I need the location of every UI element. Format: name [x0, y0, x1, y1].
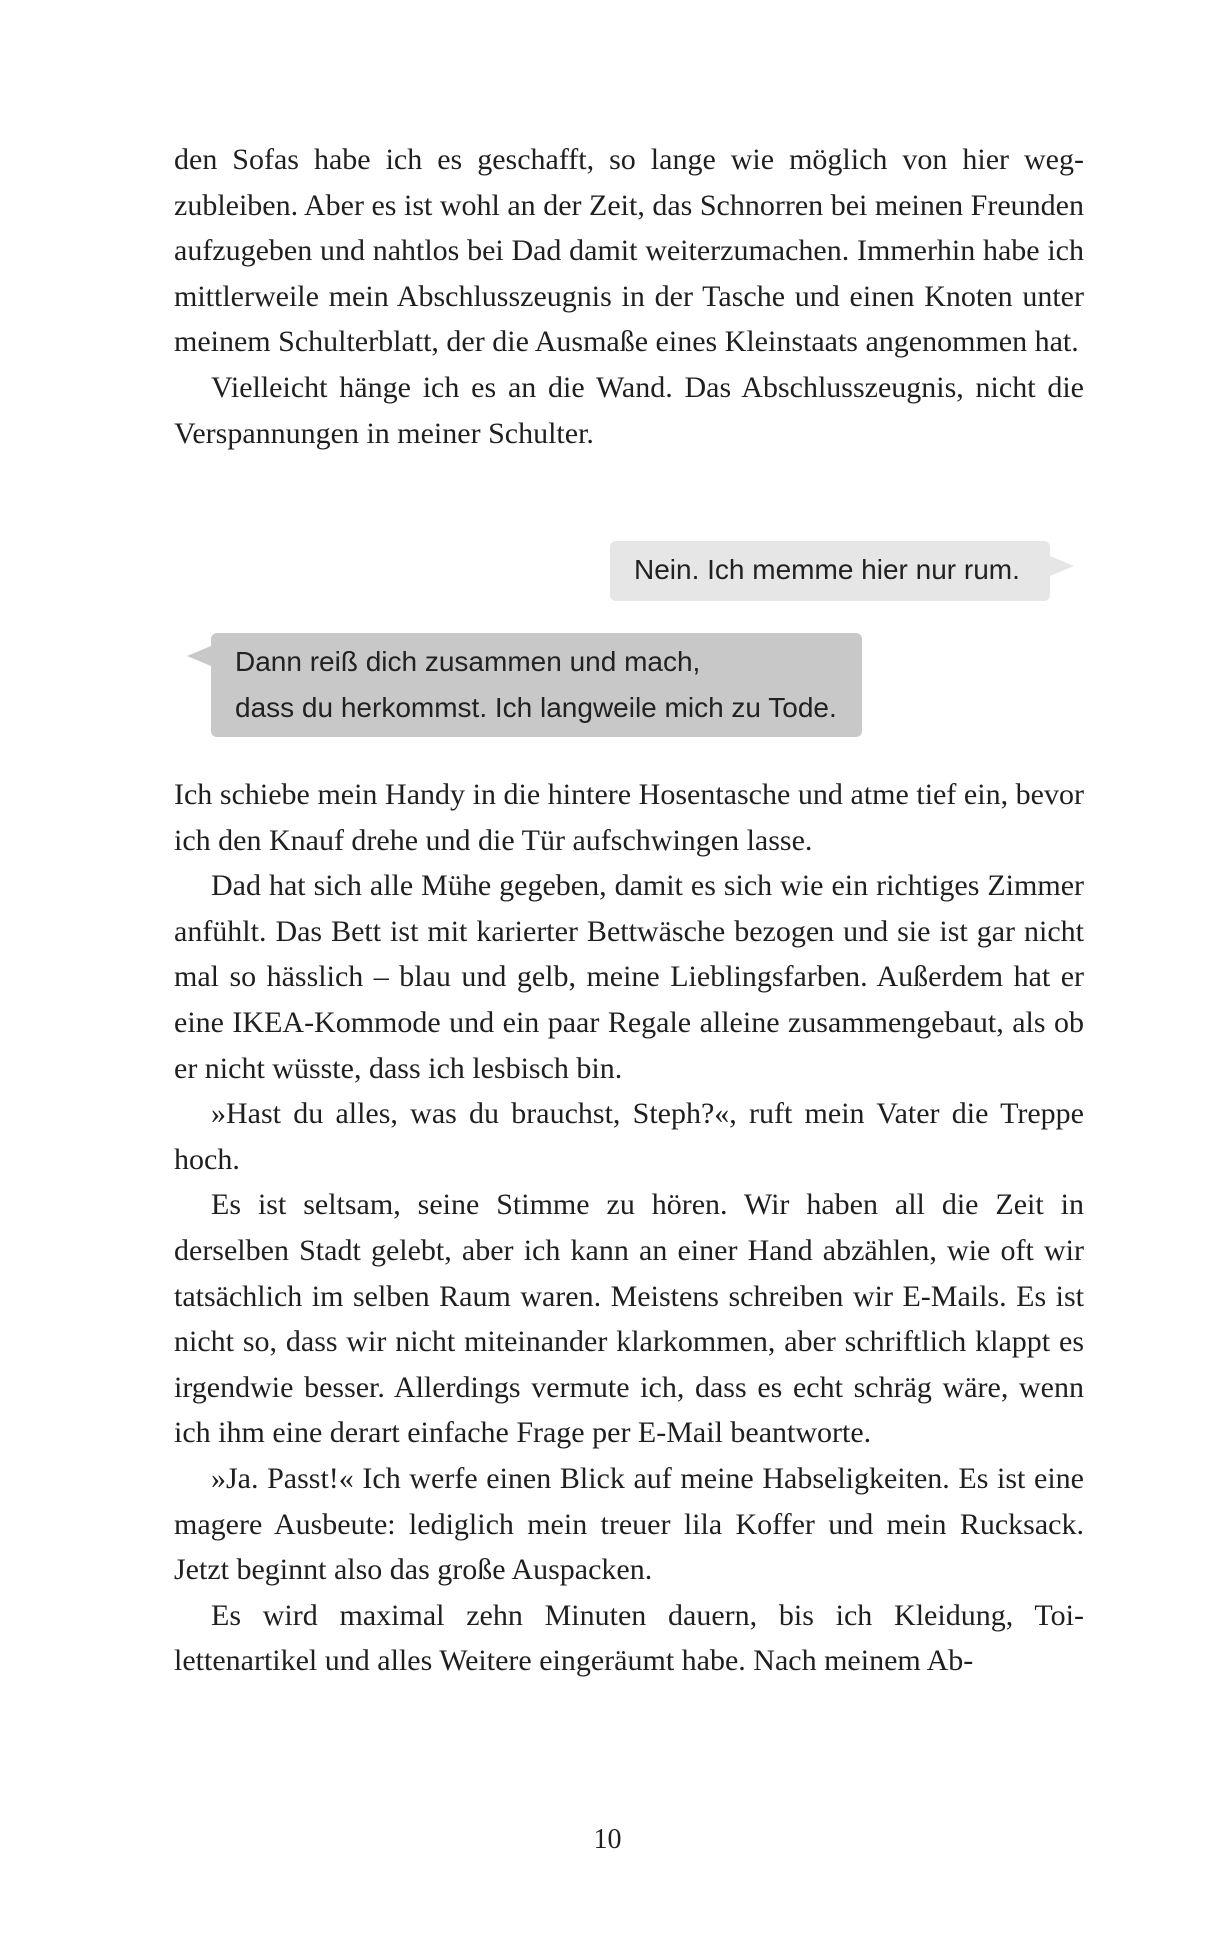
- paragraph: Dad hat sich alle Mühe gegeben, damit es sich wie ein richtiges Zimmer anfühlt. Das Bett ist mit karierter Bettwäsche bezogen und sie ist gar nicht mal so hässlich – blau und gelb, meine Lieblingsfarben. Außerdem hat er eine IKEA-Kommode und ein paar Regale alleine zusammengebaut, als ob er nicht wüsste, dass ich lesbisch bin.: [174, 869, 1084, 1085]
- page-number: 10: [593, 1824, 622, 1855]
- paragraph: den Sofas habe ich es geschafft, so lange wie möglich von hier wegzubleiben. Aber es ist wohl an der Zeit, das Schnorren bei meinen Freunden aufzugeben und nahtlos bei Dad damit weiterzumachen. Immerhin habe ich mittlerweile mein Abschlusszeugnis in der Tasche und einen Knoten unter meinem Schulterblatt, der die Ausmaße eines Kleinstaats angenommen hat.: [174, 143, 1084, 359]
- chat-bubble-line: Dann reiß dich zusammen und mach,: [235, 646, 701, 677]
- paragraph: Es ist seltsam, seine Stimme zu hören. Wir haben all die Zeit in derselben Stadt gelebt, aber ich kann an einer Hand abzählen, wie oft wir tatsächlich im selben Raum waren. Meistens schreiben wir E-Mails. Es ist nicht so, dass wir nicht miteinander klarkommen, aber schriftlich klappt es irgendwie besser. Allerdings vermute ich, dass es echt schräg wäre, wenn ich ihm eine derart einfache Frage per E-Mail beantworte.: [174, 1188, 1084, 1450]
- chat-bubble-sent: [610, 541, 1050, 601]
- paragraph: Vielleicht hänge ich es an die Wand. Das Abschlusszeugnis, nicht die Verspannungen in meiner Schulter.: [174, 370, 1084, 450]
- paragraph: »Hast du alles, was du brauchst, Steph?«, ruft mein Vater die Treppe hoch.: [174, 1097, 1084, 1176]
- paragraph: »Ja. Passt!« Ich werfe einen Blick auf meine Habseligkeiten. Es ist eine magere Ausbeute: lediglich mein treuer lila Koffer und mein Rucksack. Jetzt beginnt also das große Auspacken.: [174, 1461, 1084, 1587]
- text-block-top: [174, 137, 1084, 456]
- chat-bubble-line: dass du herkommst. Ich langweile mich zu Tode.: [235, 692, 837, 723]
- text-block-bottom: [174, 772, 1084, 1684]
- paragraph: Ich schiebe mein Handy in die hintere Hosentasche und atme tief ein, bevor ich den Knauf drehe und die Tür aufschwingen lasse.: [174, 778, 1084, 857]
- chat-bubble-line: Nein. Ich memme hier nur rum.: [634, 554, 1020, 585]
- chat-bubble-received: [211, 633, 862, 737]
- paragraph: Es wird maximal zehn Minuten dauern, bis ich Kleidung, Toilettenartikel und alles Weitere eingeräumt habe. Nach meinem Ab-: [174, 1598, 1084, 1678]
